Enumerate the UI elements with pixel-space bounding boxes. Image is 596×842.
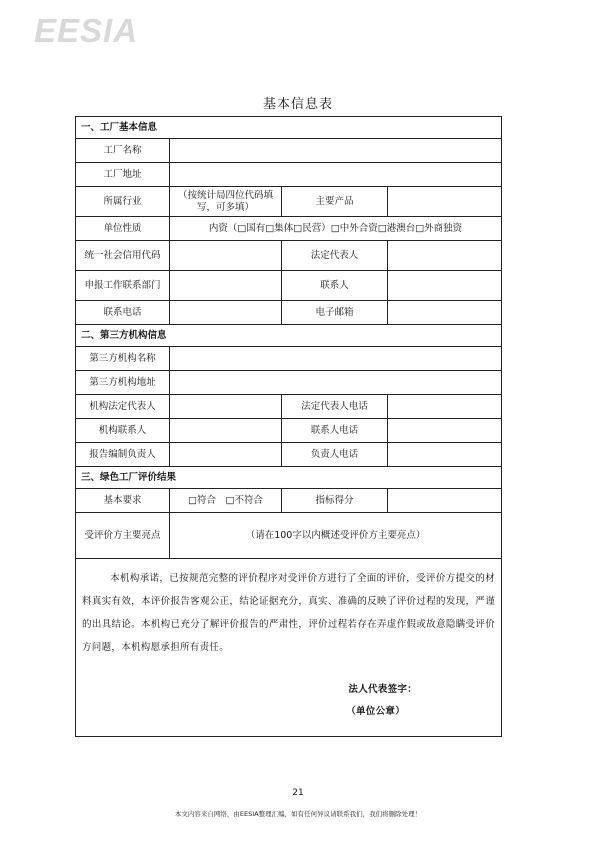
- factory-name-field[interactable]: [170, 139, 502, 163]
- credit-code-field[interactable]: [170, 241, 282, 271]
- table-row: [76, 371, 502, 395]
- signature-label: 法人代表签字：: [348, 684, 418, 695]
- contact-label: 联系人: [282, 271, 388, 301]
- org-contact-label: 机构联系人: [76, 419, 170, 443]
- section-row: [76, 117, 502, 139]
- seal-label: （单位公章）: [346, 706, 406, 717]
- table-row: [76, 271, 502, 301]
- table-row: [76, 187, 502, 217]
- dept-field[interactable]: [170, 271, 282, 301]
- section-header-evaluation: 三、绿色工厂评价结果: [76, 467, 502, 489]
- table-row: [76, 241, 502, 271]
- factory-name-label: 工厂名称: [76, 139, 170, 163]
- score-field[interactable]: [388, 489, 502, 513]
- nature-label: 单位性质: [76, 217, 170, 241]
- product-field[interactable]: [388, 187, 502, 217]
- section-row: [76, 325, 502, 347]
- table-row: [76, 347, 502, 371]
- table-row: [76, 513, 502, 559]
- legal-rep-field[interactable]: [388, 241, 502, 271]
- table-row: [76, 489, 502, 513]
- highlights-field[interactable]: （请在100字以内概述受评价方主要亮点）: [170, 513, 502, 559]
- third-party-name-label: 第三方机构名称: [76, 347, 170, 371]
- page-number: 21: [292, 788, 304, 798]
- nature-options[interactable]: 内资（□国有□集体□民营）□中外合资□港澳台□外商独资: [170, 217, 502, 241]
- lead-phone-label: 负责人电话: [282, 443, 388, 467]
- third-party-name-field[interactable]: [170, 347, 502, 371]
- org-contact-field[interactable]: [170, 419, 282, 443]
- contact-phone-label: 联系人电话: [282, 419, 388, 443]
- report-lead-label: 报告编制负责人: [76, 443, 170, 467]
- footer-note: 本文内容来自网络，由EESIA整理汇编，如有任何异议请联系我们，我们将删除处理！: [174, 810, 422, 818]
- industry-field[interactable]: （按统计局四位代码填写，可多填）: [170, 187, 282, 217]
- table-row: [76, 443, 502, 467]
- report-lead-field[interactable]: [170, 443, 282, 467]
- section-header-third-party: 二、第三方机构信息: [76, 325, 502, 347]
- factory-address-label: 工厂地址: [76, 163, 170, 187]
- table-row: [76, 163, 502, 187]
- table-row: [76, 217, 502, 241]
- phone-field[interactable]: [170, 301, 282, 325]
- org-legal-rep-label: 机构法定代表人: [76, 395, 170, 419]
- third-party-address-label: 第三方机构地址: [76, 371, 170, 395]
- third-party-address-field[interactable]: [170, 371, 502, 395]
- product-label: 主要产品: [282, 187, 388, 217]
- basic-info-table: [75, 116, 502, 737]
- score-label: 指标得分: [282, 489, 388, 513]
- page-title: 基本信息表: [262, 97, 333, 112]
- contact-field[interactable]: [388, 271, 502, 301]
- lead-phone-field[interactable]: [388, 443, 502, 467]
- factory-address-field[interactable]: [170, 163, 502, 187]
- commitment-statement: [76, 559, 502, 737]
- credit-code-label: 统一社会信用代码: [76, 241, 170, 271]
- email-label: 电子邮箱: [282, 301, 388, 325]
- basic-req-options[interactable]: □符合 □不符合: [170, 489, 282, 513]
- industry-label: 所属行业: [76, 187, 170, 217]
- highlights-label: 受评价方主要亮点: [76, 513, 170, 559]
- dept-label: 申报工作联系部门: [76, 271, 170, 301]
- table-row: [76, 301, 502, 325]
- email-field[interactable]: [388, 301, 502, 325]
- basic-req-label: 基本要求: [76, 489, 170, 513]
- section-header-factory: 一、工厂基本信息: [76, 117, 502, 139]
- legal-rep-phone-label: 法定代表人电话: [282, 395, 388, 419]
- phone-label: 联系电话: [76, 301, 170, 325]
- org-legal-rep-field[interactable]: [170, 395, 282, 419]
- contact-phone-field[interactable]: [388, 419, 502, 443]
- legal-rep-label: 法定代表人: [282, 241, 388, 271]
- eesia-logo: EESIA: [34, 12, 139, 49]
- statement-text: 本机构承诺，已按规范完整的评价程序对受评价方进行了全面的评价，受评价方提交的材料真实有效，本评价报告客观公正，结论证据充分，真实、准确的反映了评价过程的发现，严谨的出具结论。本机构已充分了解评价报告的严肃性，评价过程若存在弄虚作假或故意隐瞒受评价方问题，本机构愿承担所有责任。: [82, 573, 496, 653]
- section-row: [76, 467, 502, 489]
- table-row: [76, 419, 502, 443]
- table-row: [76, 559, 502, 737]
- table-row: [76, 395, 502, 419]
- legal-rep-phone-field[interactable]: [388, 395, 502, 419]
- table-row: [76, 139, 502, 163]
